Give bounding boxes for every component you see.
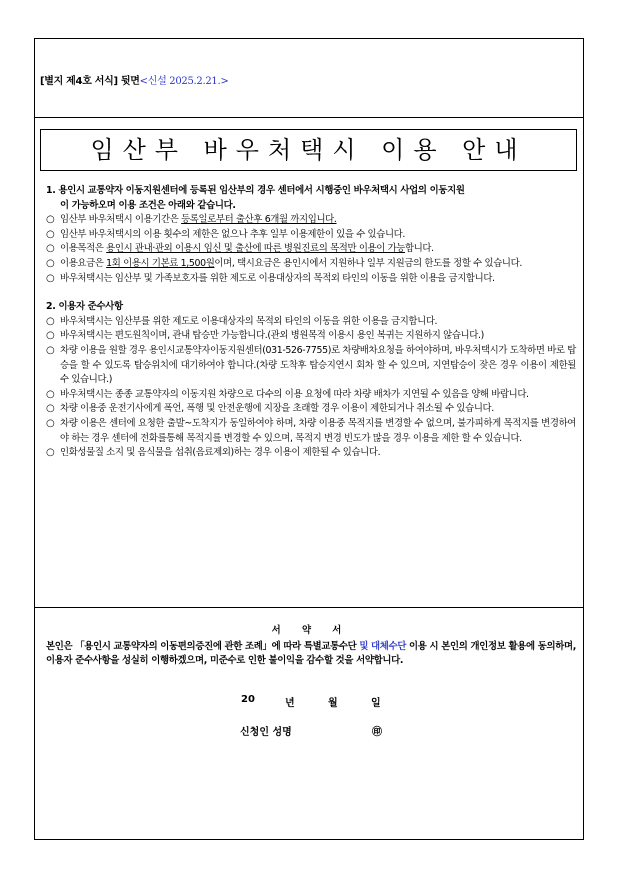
header-divider (34, 117, 584, 118)
list-item: ○ 임산부 바우처택시의 이용 횟수의 제한은 없으나 추후 일부 이용제한이 있을 수 있습니다. (46, 228, 576, 243)
form-header (40, 72, 228, 87)
circle-bullet-icon: ○ (46, 243, 55, 255)
seal-icon[interactable]: ㊞ (372, 727, 382, 738)
list-item: ○ 바우처택시는 임산부 및 가족보호자를 위한 제도로 이용대상자의 목적외 타인의 이동을 위한 이용을 금지합니다. (46, 272, 576, 287)
circle-bullet-icon: ○ (46, 447, 55, 459)
section-1-title: 1. 용인시 교통약자 이동지원센터에 등록된 임산부의 경우 센터에서 시행중인 바우처택시 사업의 이동지원 이 가능하오며 이용 조건은 아래와 같습니다. (46, 185, 465, 211)
signer-label: 신청인 성명 (240, 727, 292, 738)
circle-bullet-icon: ○ (46, 388, 55, 400)
circle-bullet-icon: ○ (46, 417, 55, 429)
list-item: ○ 인화성물질 소지 및 음식물을 섭취(음료제외)하는 경우 이용이 제한될 수 있습니다. (46, 446, 576, 461)
circle-bullet-icon: ○ (46, 228, 55, 240)
list-item: ○ 바우처택시는 임산부를 위한 제도로 이용대상자의 목적외 타인의 이동을 위한 이용을 금지합니다. (46, 315, 576, 330)
date-day-unit: 일 (371, 698, 381, 709)
circle-bullet-icon: ○ (46, 330, 55, 342)
circle-bullet-icon: ○ (46, 315, 55, 327)
pledge-divider (34, 607, 584, 608)
list-item: ○ 차량 이용은 센터에 요청한 출발~도착지가 동일하여야 하며, 차량 이용중 목적지를 변경할 수 없으며, 불가피하게 목적지를 변경하여야 하는 경우 센터에 전화를통해 목적지를 변경할 수 있으며, 목적지 변경 빈도가 많을 경우 이용을 제한 할 수 있습니다. (46, 417, 576, 446)
page-title: 임산부 바우처택시 이용 안내 (40, 129, 577, 171)
circle-bullet-icon: ○ (46, 403, 55, 415)
form-label: [별지 제4호 서식] 뒷면 (40, 76, 140, 87)
date-year[interactable]: 20 (241, 694, 255, 705)
circle-bullet-icon: ○ (46, 257, 55, 269)
list-item: ○ 이용목적은 용인시 관내·관외 이용시 임신 및 출산에 따른 병원진료의 목적만 이용이 가능합니다. (46, 242, 576, 257)
circle-bullet-icon: ○ (46, 214, 55, 226)
list-item: ○ 바우처택시는 종종 교통약자의 이동지원 차량으로 다수의 이용 요청에 따라 차량 배차가 지연될 수 있음을 양해 바랍니다. (46, 388, 576, 403)
list-item: ○ 이용요금은 1회 이용시 기본료 1,500원이며, 택시요금은 용인시에서 지원하나 일부 지원금의 한도를 정할 수 있습니다. (46, 257, 576, 272)
circle-bullet-icon: ○ (46, 272, 55, 284)
date-month-unit: 월 (328, 698, 338, 709)
revision-note: <신설 2025.2.21.> (139, 76, 229, 87)
main-content (46, 184, 576, 461)
circle-bullet-icon: ○ (46, 344, 55, 356)
pledge-section (46, 624, 576, 669)
pledge-body: 본인은 「용인시 교통약자의 이동편의증진에 관한 조례」에 따라 특별교통수단 및 대체수단 이용 시 본인의 개인정보 활용에 동의하며, 이용자 준수사항을 성실히 이행하겠으며, 미준수로 인한 불이익을 감수할 것을 서약합니다. (46, 640, 576, 667)
list-item: ○ 차량 이용중 운전기사에게 폭언, 폭행 및 안전운행에 지장을 초래할 경우 이용이 제한되거나 취소될 수 있습니다. (46, 402, 576, 417)
list-item: ○ 바우처택시는 편도원칙이며, 관내 탑승만 가능합니다.(관외 병원목적 이용시 용인 복귀는 지원하지 않습니다.) (46, 329, 576, 344)
pledge-title: 서 약 서 (271, 625, 351, 636)
list-item: ○ 차량 이용을 원할 경우 용인시교통약자이동지원센터(031-526-7755)로 차량배차요청을 하여야하며, 바우처택시가 도착하면 바로 탑승을 할 수 있도록 탑승위치에 대기하여야 합니다.(차량 도착후 탑승지연시 회차 할 수 있으며, 지연탑승이 잦은 경우 이용이 제한될 수 있습니다.) (46, 344, 576, 388)
date-year-unit: 년 (285, 698, 295, 709)
section-2-title: 2. 이용자 준수사항 (46, 301, 123, 313)
list-item: ○ 임산부 바우처택시 이용기간은 등록일로부터 출산후 6개월 까지입니다. (46, 213, 576, 228)
